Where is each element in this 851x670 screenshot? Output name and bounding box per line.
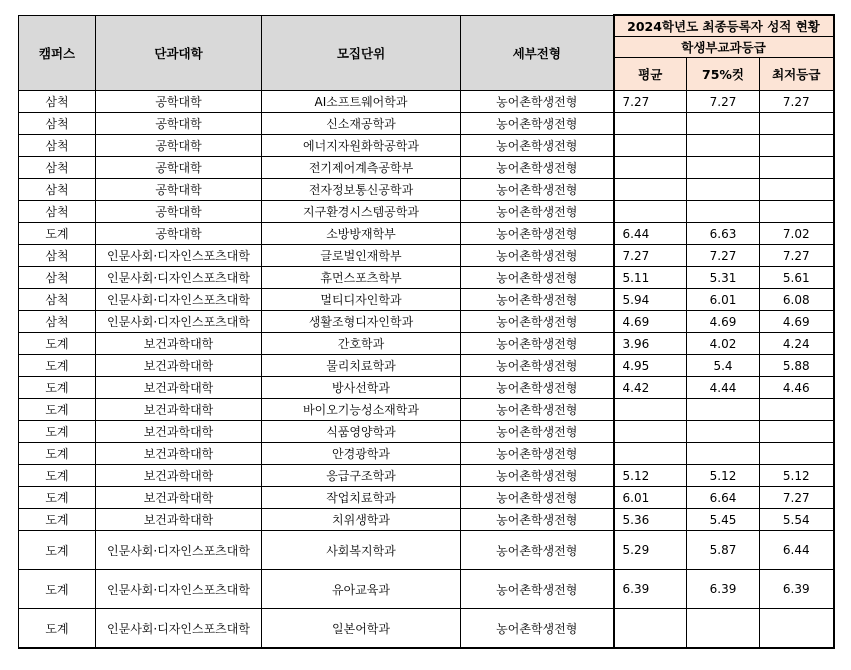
p75-cell: 5.12 [687, 465, 760, 487]
track-cell: 농어촌학생전형 [461, 245, 614, 267]
avg-cell: 5.94 [614, 289, 687, 311]
p75-cell [687, 399, 760, 421]
column-header-college: 단과대학 [96, 15, 262, 91]
campus-cell: 도계 [19, 355, 96, 377]
p75-cell [687, 179, 760, 201]
campus-cell: 도계 [19, 333, 96, 355]
p75-cell [687, 609, 760, 649]
avg-cell [614, 113, 687, 135]
min-cell: 5.88 [760, 355, 834, 377]
unit-cell: 방사선학과 [262, 377, 461, 399]
column-header-p75: 75%컷 [687, 58, 760, 91]
column-header-unit: 모집단위 [262, 15, 461, 91]
college-cell: 보건과학대학 [96, 377, 262, 399]
college-cell: 보건과학대학 [96, 465, 262, 487]
college-cell: 인문사회·디자인스포츠대학 [96, 289, 262, 311]
campus-cell: 삼척 [19, 201, 96, 223]
avg-cell [614, 201, 687, 223]
min-cell [760, 609, 834, 649]
college-cell: 인문사회·디자인스포츠대학 [96, 570, 262, 609]
unit-cell: AI소프트웨어학과 [262, 91, 461, 113]
unit-cell: 안경광학과 [262, 443, 461, 465]
table-row [19, 421, 834, 443]
track-cell: 농어촌학생전형 [461, 179, 614, 201]
track-cell: 농어촌학생전형 [461, 531, 614, 570]
college-cell: 보건과학대학 [96, 421, 262, 443]
campus-cell: 도계 [19, 609, 96, 649]
min-cell: 6.08 [760, 289, 834, 311]
avg-cell: 4.95 [614, 355, 687, 377]
column-header-min: 최저등급 [760, 58, 834, 91]
min-cell: 7.27 [760, 91, 834, 113]
college-cell: 보건과학대학 [96, 487, 262, 509]
avg-cell: 6.44 [614, 223, 687, 245]
avg-cell: 5.36 [614, 509, 687, 531]
avg-cell: 3.96 [614, 333, 687, 355]
unit-cell: 멀티디자인학과 [262, 289, 461, 311]
college-cell: 인문사회·디자인스포츠대학 [96, 267, 262, 289]
campus-cell: 삼척 [19, 135, 96, 157]
stats-title: 2024학년도 최종등록자 성적 현황 [614, 15, 834, 37]
p75-cell [687, 157, 760, 179]
unit-cell: 작업치료학과 [262, 487, 461, 509]
min-cell: 7.02 [760, 223, 834, 245]
p75-cell: 5.87 [687, 531, 760, 570]
grade-sheet [18, 14, 835, 649]
table-row [19, 245, 834, 267]
p75-cell: 4.44 [687, 377, 760, 399]
table-row [19, 399, 834, 421]
unit-cell: 휴먼스포츠학부 [262, 267, 461, 289]
campus-cell: 도계 [19, 570, 96, 609]
unit-cell: 식품영양학과 [262, 421, 461, 443]
stats-subtitle: 학생부교과등급 [614, 37, 834, 58]
avg-cell [614, 135, 687, 157]
unit-cell: 사회복지학과 [262, 531, 461, 570]
avg-cell [614, 443, 687, 465]
table-row [19, 531, 834, 570]
unit-cell: 지구환경시스템공학과 [262, 201, 461, 223]
min-cell: 7.27 [760, 487, 834, 509]
campus-cell: 도계 [19, 509, 96, 531]
table-row [19, 91, 834, 113]
min-cell [760, 157, 834, 179]
college-cell: 보건과학대학 [96, 443, 262, 465]
min-cell [760, 135, 834, 157]
table-row [19, 157, 834, 179]
table-row [19, 201, 834, 223]
table-row [19, 509, 834, 531]
p75-cell: 5.45 [687, 509, 760, 531]
track-cell: 농어촌학생전형 [461, 609, 614, 649]
min-cell: 6.44 [760, 531, 834, 570]
min-cell: 7.27 [760, 245, 834, 267]
college-cell: 공학대학 [96, 135, 262, 157]
table-row [19, 135, 834, 157]
min-cell: 5.54 [760, 509, 834, 531]
track-cell: 농어촌학생전형 [461, 223, 614, 245]
track-cell: 농어촌학생전형 [461, 570, 614, 609]
college-cell: 공학대학 [96, 223, 262, 245]
min-cell [760, 421, 834, 443]
table-row [19, 333, 834, 355]
avg-cell: 6.39 [614, 570, 687, 609]
unit-cell: 물리치료학과 [262, 355, 461, 377]
college-cell: 인문사회·디자인스포츠대학 [96, 311, 262, 333]
unit-cell: 생활조형디자인학과 [262, 311, 461, 333]
college-cell: 공학대학 [96, 201, 262, 223]
track-cell: 농어촌학생전형 [461, 289, 614, 311]
campus-cell: 삼척 [19, 311, 96, 333]
p75-cell [687, 135, 760, 157]
p75-cell: 6.39 [687, 570, 760, 609]
campus-cell: 도계 [19, 421, 96, 443]
college-cell: 인문사회·디자인스포츠대학 [96, 609, 262, 649]
college-cell: 보건과학대학 [96, 355, 262, 377]
avg-cell: 7.27 [614, 91, 687, 113]
avg-cell: 5.29 [614, 531, 687, 570]
track-cell: 농어촌학생전형 [461, 91, 614, 113]
table-row [19, 179, 834, 201]
campus-cell: 도계 [19, 223, 96, 245]
avg-cell: 4.42 [614, 377, 687, 399]
avg-cell [614, 421, 687, 443]
min-cell: 4.24 [760, 333, 834, 355]
track-cell: 농어촌학생전형 [461, 157, 614, 179]
column-header-campus: 캠퍼스 [19, 15, 96, 91]
table-row [19, 289, 834, 311]
track-cell: 농어촌학생전형 [461, 399, 614, 421]
campus-cell: 도계 [19, 465, 96, 487]
avg-cell: 6.01 [614, 487, 687, 509]
min-cell [760, 179, 834, 201]
track-cell: 농어촌학생전형 [461, 509, 614, 531]
campus-cell: 삼척 [19, 179, 96, 201]
track-cell: 농어촌학생전형 [461, 135, 614, 157]
unit-cell: 글로벌인재학부 [262, 245, 461, 267]
p75-cell [687, 421, 760, 443]
track-cell: 농어촌학생전형 [461, 421, 614, 443]
unit-cell: 유아교육과 [262, 570, 461, 609]
campus-cell: 삼척 [19, 91, 96, 113]
table-row [19, 487, 834, 509]
p75-cell [687, 201, 760, 223]
college-cell: 공학대학 [96, 179, 262, 201]
track-cell: 농어촌학생전형 [461, 465, 614, 487]
college-cell: 공학대학 [96, 91, 262, 113]
college-cell: 인문사회·디자인스포츠대학 [96, 245, 262, 267]
column-header-avg: 평균 [614, 58, 687, 91]
track-cell: 농어촌학생전형 [461, 487, 614, 509]
campus-cell: 삼척 [19, 113, 96, 135]
track-cell: 농어촌학생전형 [461, 355, 614, 377]
min-cell: 6.39 [760, 570, 834, 609]
min-cell [760, 113, 834, 135]
table-row [19, 377, 834, 399]
p75-cell: 7.27 [687, 245, 760, 267]
college-cell: 보건과학대학 [96, 333, 262, 355]
table-header [19, 15, 834, 91]
campus-cell: 도계 [19, 399, 96, 421]
p75-cell: 4.02 [687, 333, 760, 355]
track-cell: 농어촌학생전형 [461, 311, 614, 333]
unit-cell: 전자정보통신공학과 [262, 179, 461, 201]
min-cell [760, 201, 834, 223]
table-row [19, 609, 834, 649]
min-cell: 4.69 [760, 311, 834, 333]
track-cell: 농어촌학생전형 [461, 443, 614, 465]
unit-cell: 응급구조학과 [262, 465, 461, 487]
p75-cell: 6.01 [687, 289, 760, 311]
table-row [19, 311, 834, 333]
avg-cell [614, 609, 687, 649]
table-body [19, 91, 834, 649]
college-cell: 공학대학 [96, 157, 262, 179]
table-row [19, 355, 834, 377]
table-row [19, 113, 834, 135]
unit-cell: 간호학과 [262, 333, 461, 355]
column-header-track: 세부전형 [461, 15, 614, 91]
avg-cell: 5.11 [614, 267, 687, 289]
p75-cell: 6.64 [687, 487, 760, 509]
table-row [19, 223, 834, 245]
campus-cell: 삼척 [19, 157, 96, 179]
p75-cell: 4.69 [687, 311, 760, 333]
avg-cell: 4.69 [614, 311, 687, 333]
avg-cell: 5.12 [614, 465, 687, 487]
min-cell: 5.12 [760, 465, 834, 487]
min-cell: 4.46 [760, 377, 834, 399]
campus-cell: 삼척 [19, 267, 96, 289]
campus-cell: 도계 [19, 377, 96, 399]
p75-cell: 7.27 [687, 91, 760, 113]
min-cell [760, 443, 834, 465]
p75-cell [687, 113, 760, 135]
p75-cell: 5.31 [687, 267, 760, 289]
campus-cell: 도계 [19, 531, 96, 570]
min-cell: 5.61 [760, 267, 834, 289]
campus-cell: 삼척 [19, 245, 96, 267]
avg-cell [614, 179, 687, 201]
p75-cell: 6.63 [687, 223, 760, 245]
unit-cell: 바이오기능성소재학과 [262, 399, 461, 421]
avg-cell [614, 157, 687, 179]
table-row [19, 465, 834, 487]
track-cell: 농어촌학생전형 [461, 201, 614, 223]
college-cell: 보건과학대학 [96, 399, 262, 421]
unit-cell: 전기제어계측공학부 [262, 157, 461, 179]
campus-cell: 도계 [19, 487, 96, 509]
campus-cell: 삼척 [19, 289, 96, 311]
table-row [19, 443, 834, 465]
p75-cell: 5.4 [687, 355, 760, 377]
unit-cell: 에너지자원화학공학과 [262, 135, 461, 157]
campus-cell: 도계 [19, 443, 96, 465]
track-cell: 농어촌학생전형 [461, 377, 614, 399]
college-cell: 인문사회·디자인스포츠대학 [96, 531, 262, 570]
track-cell: 농어촌학생전형 [461, 333, 614, 355]
college-cell: 공학대학 [96, 113, 262, 135]
table-row [19, 570, 834, 609]
college-cell: 보건과학대학 [96, 509, 262, 531]
table-row [19, 267, 834, 289]
unit-cell: 치위생학과 [262, 509, 461, 531]
unit-cell: 소방방재학부 [262, 223, 461, 245]
track-cell: 농어촌학생전형 [461, 267, 614, 289]
avg-cell: 7.27 [614, 245, 687, 267]
min-cell [760, 399, 834, 421]
unit-cell: 신소재공학과 [262, 113, 461, 135]
avg-cell [614, 399, 687, 421]
admission-grade-table [18, 14, 835, 649]
unit-cell: 일본어학과 [262, 609, 461, 649]
p75-cell [687, 443, 760, 465]
track-cell: 농어촌학생전형 [461, 113, 614, 135]
